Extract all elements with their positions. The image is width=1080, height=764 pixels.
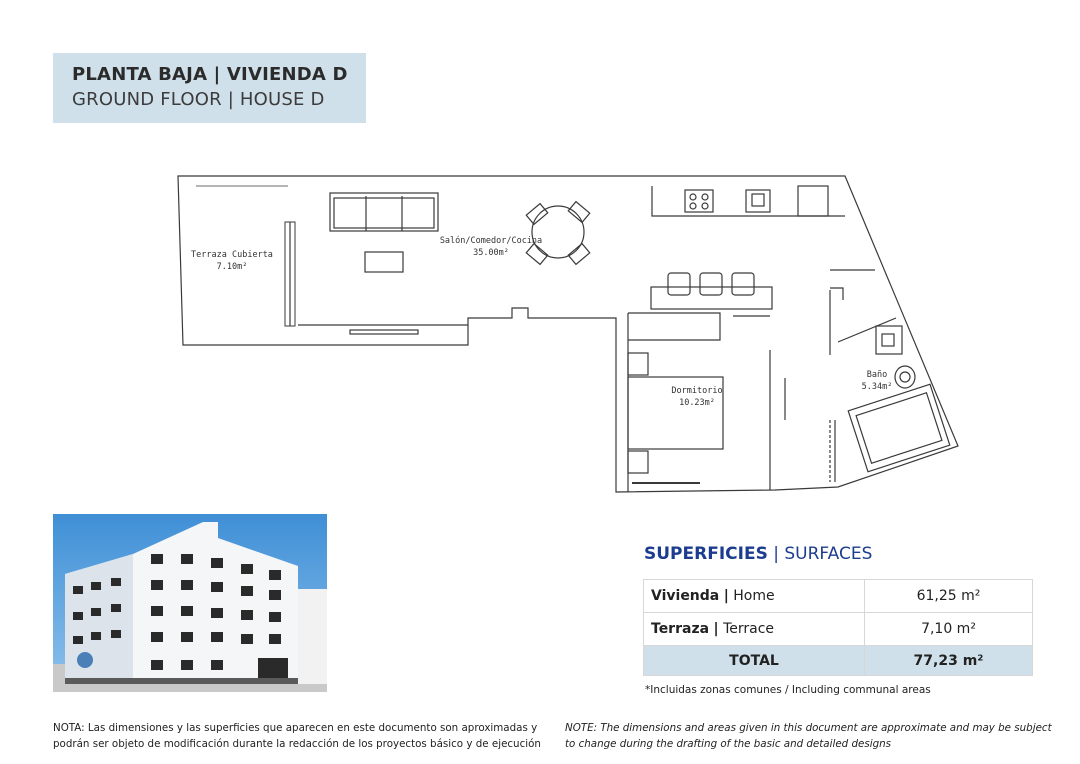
room-name-terrace: Terraza Cubierta bbox=[191, 250, 273, 260]
floor-plan bbox=[170, 168, 970, 503]
room-area-living: 35.00m² bbox=[473, 248, 509, 258]
room-name-bedroom: Dormitorio bbox=[671, 386, 723, 396]
row-label: Terraza | Terrace bbox=[644, 613, 865, 646]
note-english: NOTE: The dimensions and areas given in this document are approximate and may be subject to change during the drafting of the basic and detailed designs bbox=[565, 722, 1052, 750]
table-row bbox=[644, 613, 1033, 646]
title-box bbox=[53, 53, 366, 123]
surfaces-table bbox=[643, 579, 1033, 676]
room-area-bedroom: 10.23m² bbox=[679, 398, 715, 408]
row-label: Vivienda | Home bbox=[644, 580, 865, 613]
surfaces-title-es: SUPERFICIES bbox=[644, 544, 768, 564]
total-label: TOTAL bbox=[644, 646, 865, 676]
surfaces-title-en: SURFACES bbox=[784, 544, 873, 564]
title-es: PLANTA BAJA | VIVIENDA D bbox=[72, 64, 348, 85]
communal-areas-footnote: *Incluidas zonas comunes / Including communal areas bbox=[645, 684, 931, 696]
total-value: 77,23 m² bbox=[865, 646, 1033, 676]
surfaces-title bbox=[644, 544, 872, 564]
room-name-bathroom: Baño bbox=[866, 370, 888, 380]
surfaces-title-separator: | bbox=[773, 544, 779, 564]
title-en: GROUND FLOOR | HOUSE D bbox=[72, 89, 325, 110]
total-row bbox=[644, 646, 1033, 676]
room-name-living: Salón/Comedor/Cocina bbox=[439, 236, 543, 246]
room-area-terrace: 7.10m² bbox=[216, 262, 248, 272]
note-spanish: NOTA: Las dimensiones y las superficies que aparecen en este documento son aproximadas y podrán ser objeto de modificación durante la redacción de los proyectos básico y de ejecución bbox=[53, 722, 541, 750]
building-render bbox=[53, 514, 327, 692]
row-value: 61,25 m² bbox=[865, 580, 1033, 613]
row-value: 7,10 m² bbox=[865, 613, 1033, 646]
table-row bbox=[644, 580, 1033, 613]
room-area-bathroom: 5.34m² bbox=[861, 382, 893, 392]
